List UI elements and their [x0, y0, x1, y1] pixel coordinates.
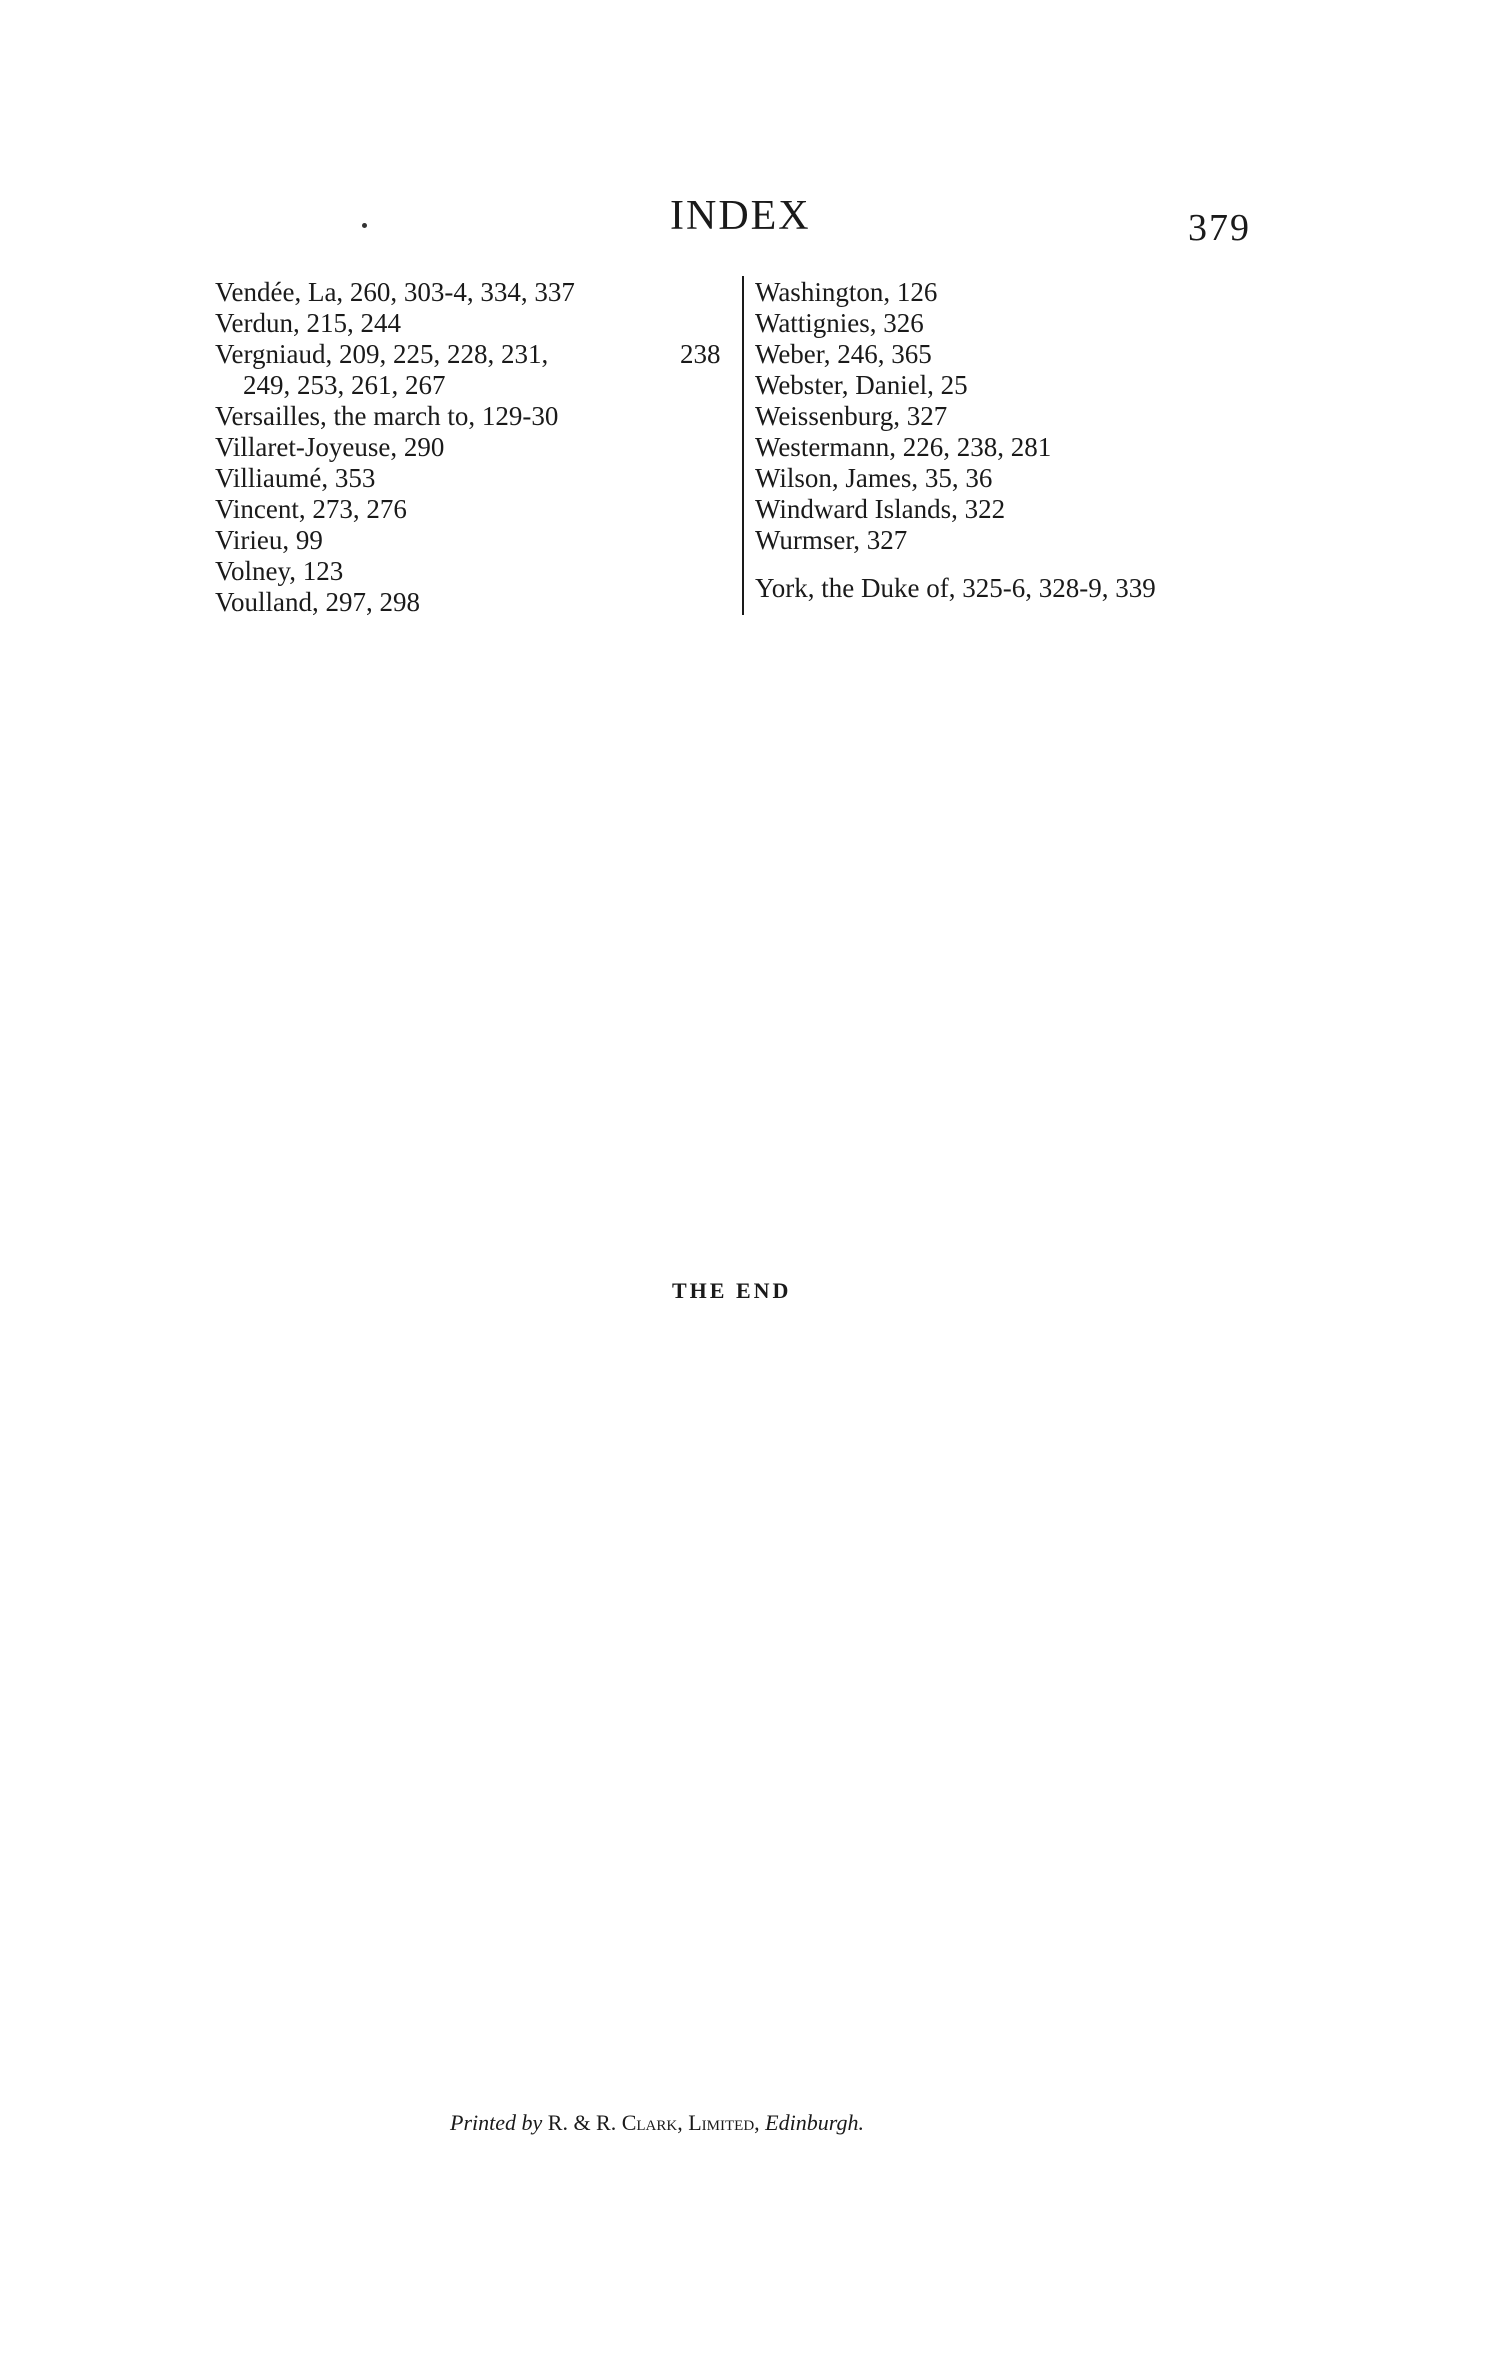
- index-entry: Washington, 126: [755, 277, 938, 307]
- index-entry: Vincent, 273, 276: [215, 494, 407, 524]
- index-entry: Wattignies, 326: [755, 308, 924, 338]
- column-divider: [742, 276, 744, 615]
- page-title: INDEX: [670, 193, 811, 239]
- index-column-right: [755, 277, 1315, 604]
- index-entry-overflow-number: 238: [680, 339, 721, 369]
- page-number: 379: [1188, 207, 1251, 249]
- the-end-text: THE END: [672, 1278, 792, 1303]
- index-column-left: [215, 277, 735, 618]
- index-entry: Virieu, 99: [215, 525, 323, 555]
- index-entry: Villiaumé, 353: [215, 463, 376, 493]
- index-entry: Villaret-Joyeuse, 290: [215, 432, 445, 462]
- index-entry: Vergniaud, 209, 225, 228, 231,: [215, 339, 549, 369]
- printer-name: R. & R. Clark,: [547, 2110, 683, 2135]
- index-entry: Wurmser, 327: [755, 525, 908, 555]
- index-entry: Volney, 123: [215, 556, 344, 586]
- index-entry: Westermann, 226, 238, 281: [755, 432, 1052, 462]
- index-entry: Verdun, 215, 244: [215, 308, 401, 338]
- index-entry: Wilson, James, 35, 36: [755, 463, 993, 493]
- printer-limited: Limited,: [688, 2110, 760, 2135]
- index-entry: Webster, Daniel, 25: [755, 370, 968, 400]
- index-entry: Weber, 246, 365: [755, 339, 932, 369]
- index-entry: Versailles, the march to, 129-30: [215, 401, 559, 431]
- printer-colophon: [450, 2110, 864, 2136]
- printer-city: Edinburgh.: [765, 2110, 864, 2135]
- index-entry: Windward Islands, 322: [755, 494, 1006, 524]
- index-entry: Voulland, 297, 298: [215, 587, 421, 617]
- index-entry: York, the Duke of, 325-6, 328-9, 339: [755, 573, 1156, 603]
- page-speck: [362, 223, 367, 228]
- printed-by-label: Printed by: [450, 2110, 543, 2135]
- index-entry: Weissenburg, 327: [755, 401, 948, 431]
- index-entry-continuation: 249, 253, 261, 267: [243, 370, 446, 400]
- index-entry: Vendée, La, 260, 303-4, 334, 337: [215, 277, 575, 307]
